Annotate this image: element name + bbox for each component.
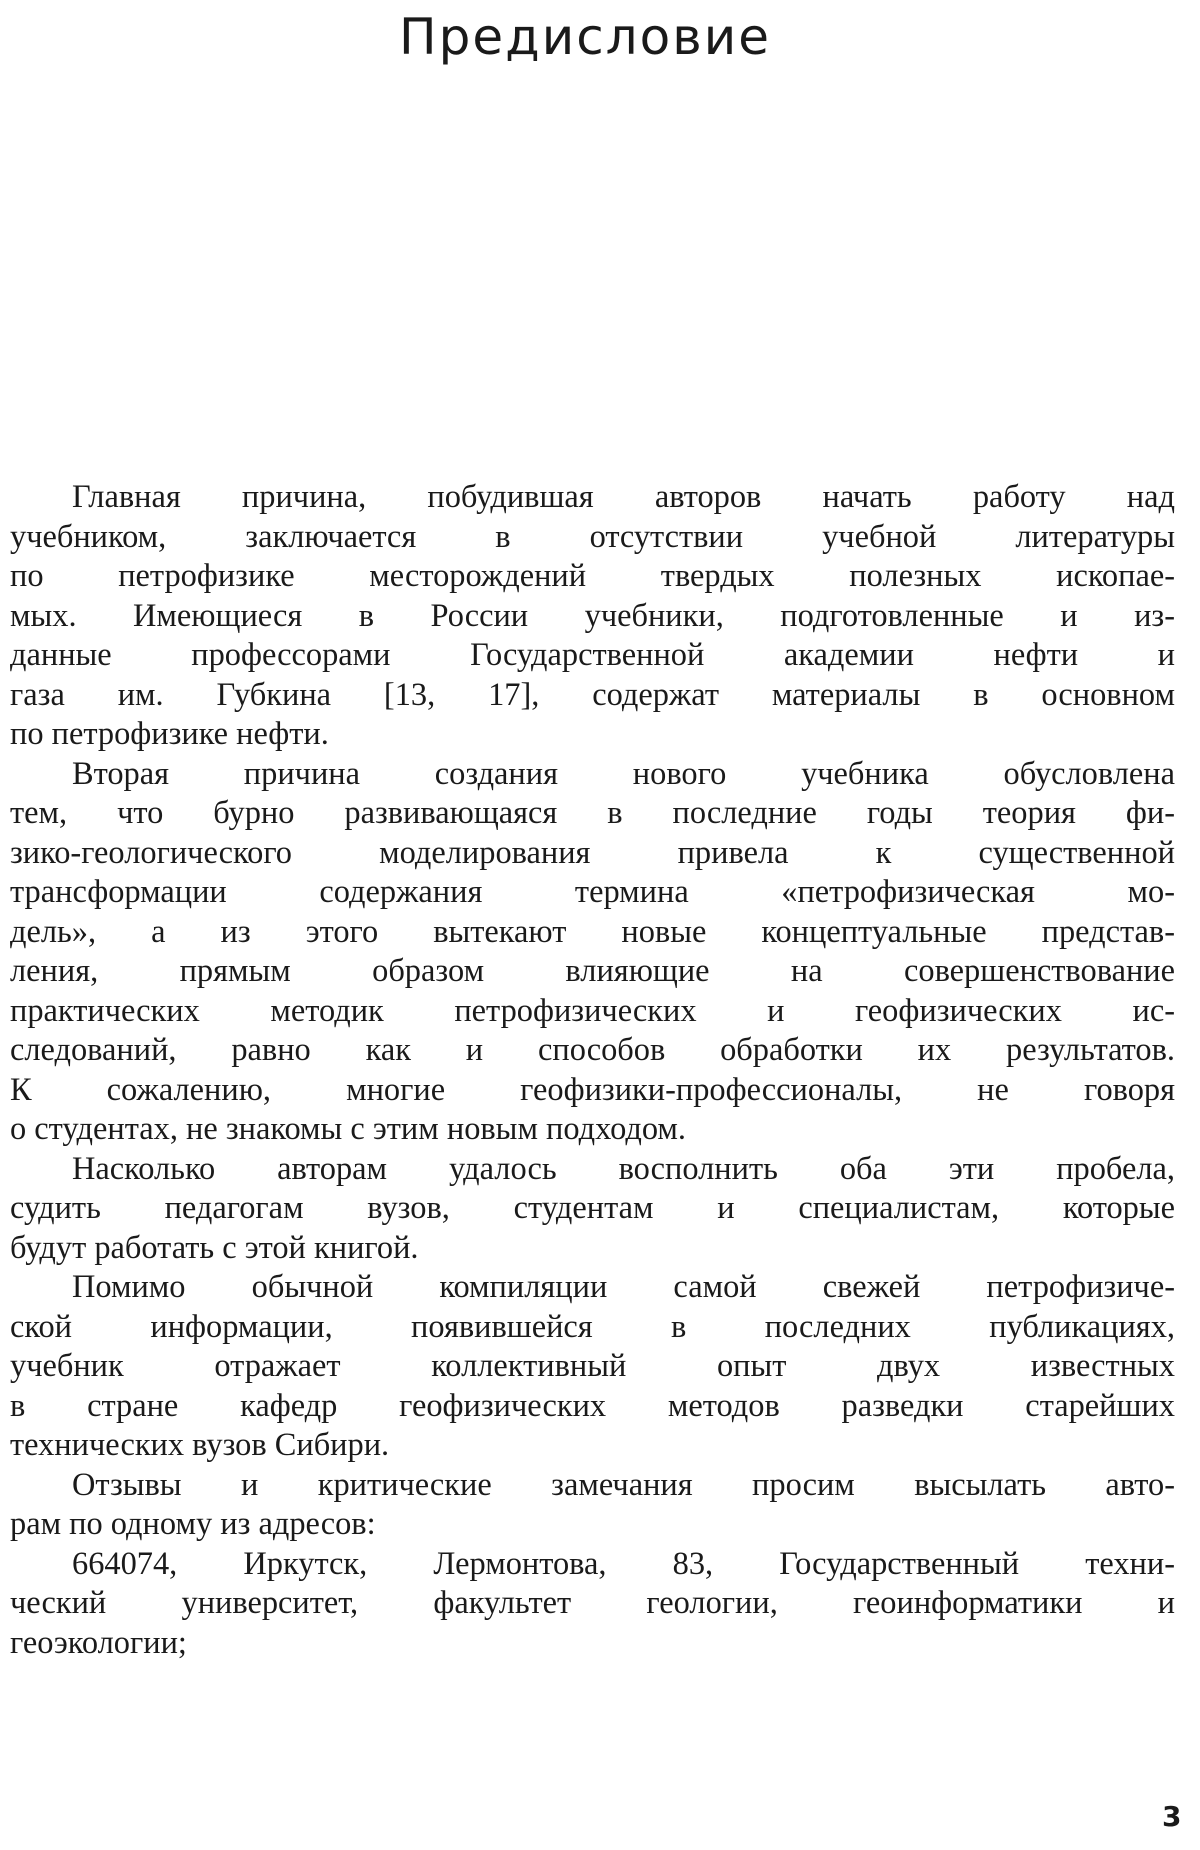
text-line: учебник отражает коллективный опыт двух известных <box>10 1348 1175 1384</box>
paragraph <box>10 1545 1175 1664</box>
text-line: трансформации содержания термина «петрофизическая мо- <box>10 874 1175 910</box>
text-line: о студентах, не знакомы с этим новым подходом. <box>10 1111 686 1147</box>
text-line: Насколько авторам удалось восполнить оба эти пробела, <box>72 1150 1175 1187</box>
text-line: рам по одному из адресов: <box>10 1506 376 1542</box>
paragraph <box>10 755 1175 1150</box>
text-line: будут работать с этой книгой. <box>10 1229 419 1266</box>
text-line: ческий университет, факультет геологии, геоинформатики и <box>10 1585 1175 1621</box>
text-line: ления, прямым образом влияющие на совершенствование <box>10 953 1175 989</box>
paragraph <box>10 1268 1175 1466</box>
paragraph <box>10 478 1175 755</box>
text-line: по петрофизике нефти. <box>10 716 329 752</box>
text-line: технических вузов Сибири. <box>10 1427 390 1463</box>
text-line: практических методик петрофизических и геофизических ис- <box>10 992 1175 1029</box>
text-line: К сожалению, многие геофизики-профессионалы, не говоря <box>10 1071 1175 1108</box>
page-number: 3 <box>1162 1800 1182 1833</box>
text-line: Главная причина, побудившая авторов начать работу над <box>72 479 1175 515</box>
text-line: газа им. Губкина [13, 17], содержат материалы в основном <box>10 676 1175 713</box>
text-line: судить педагогам вузов, студентам и специалистам, которые <box>10 1190 1175 1226</box>
paragraph <box>10 1466 1175 1545</box>
text-line: по петрофизике месторождений твердых полезных ископае- <box>10 558 1175 594</box>
text-line: дель», а из этого вытекают новые концептуальные представ- <box>10 913 1175 950</box>
text-line: тем, что бурно развивающаяся в последние годы теория фи- <box>10 795 1175 831</box>
text-line: зико-геологического моделирования привела к существенной <box>10 834 1175 871</box>
text-line: в стране кафедр геофизических методов разведки старейших <box>10 1387 1175 1424</box>
text-line: следований, равно как и способов обработки их результатов. <box>10 1032 1175 1068</box>
text-line: геоэкологии; <box>10 1624 187 1661</box>
body-text <box>10 478 1175 1663</box>
text-line: Помимо обычной компиляции самой свежей петрофизиче- <box>72 1269 1175 1305</box>
text-line: мых. Имеющиеся в России учебники, подготовленные и из- <box>10 597 1175 634</box>
text-line: ской информации, появившейся в последних публикациях, <box>10 1308 1175 1345</box>
text-line: Вторая причина создания нового учебника обусловлена <box>72 755 1175 792</box>
text-line: 664074, Иркутск, Лермонтова, 83, Государственный техни- <box>72 1545 1175 1582</box>
page-title: Предисловие <box>399 8 771 66</box>
text-line: данные профессорами Государственной академии нефти и <box>10 637 1175 673</box>
text-line: Отзывы и критические замечания просим высылать авто- <box>72 1466 1175 1503</box>
text-line: учебником, заключается в отсутствии учебной литературы <box>10 518 1175 555</box>
paragraph <box>10 1150 1175 1269</box>
